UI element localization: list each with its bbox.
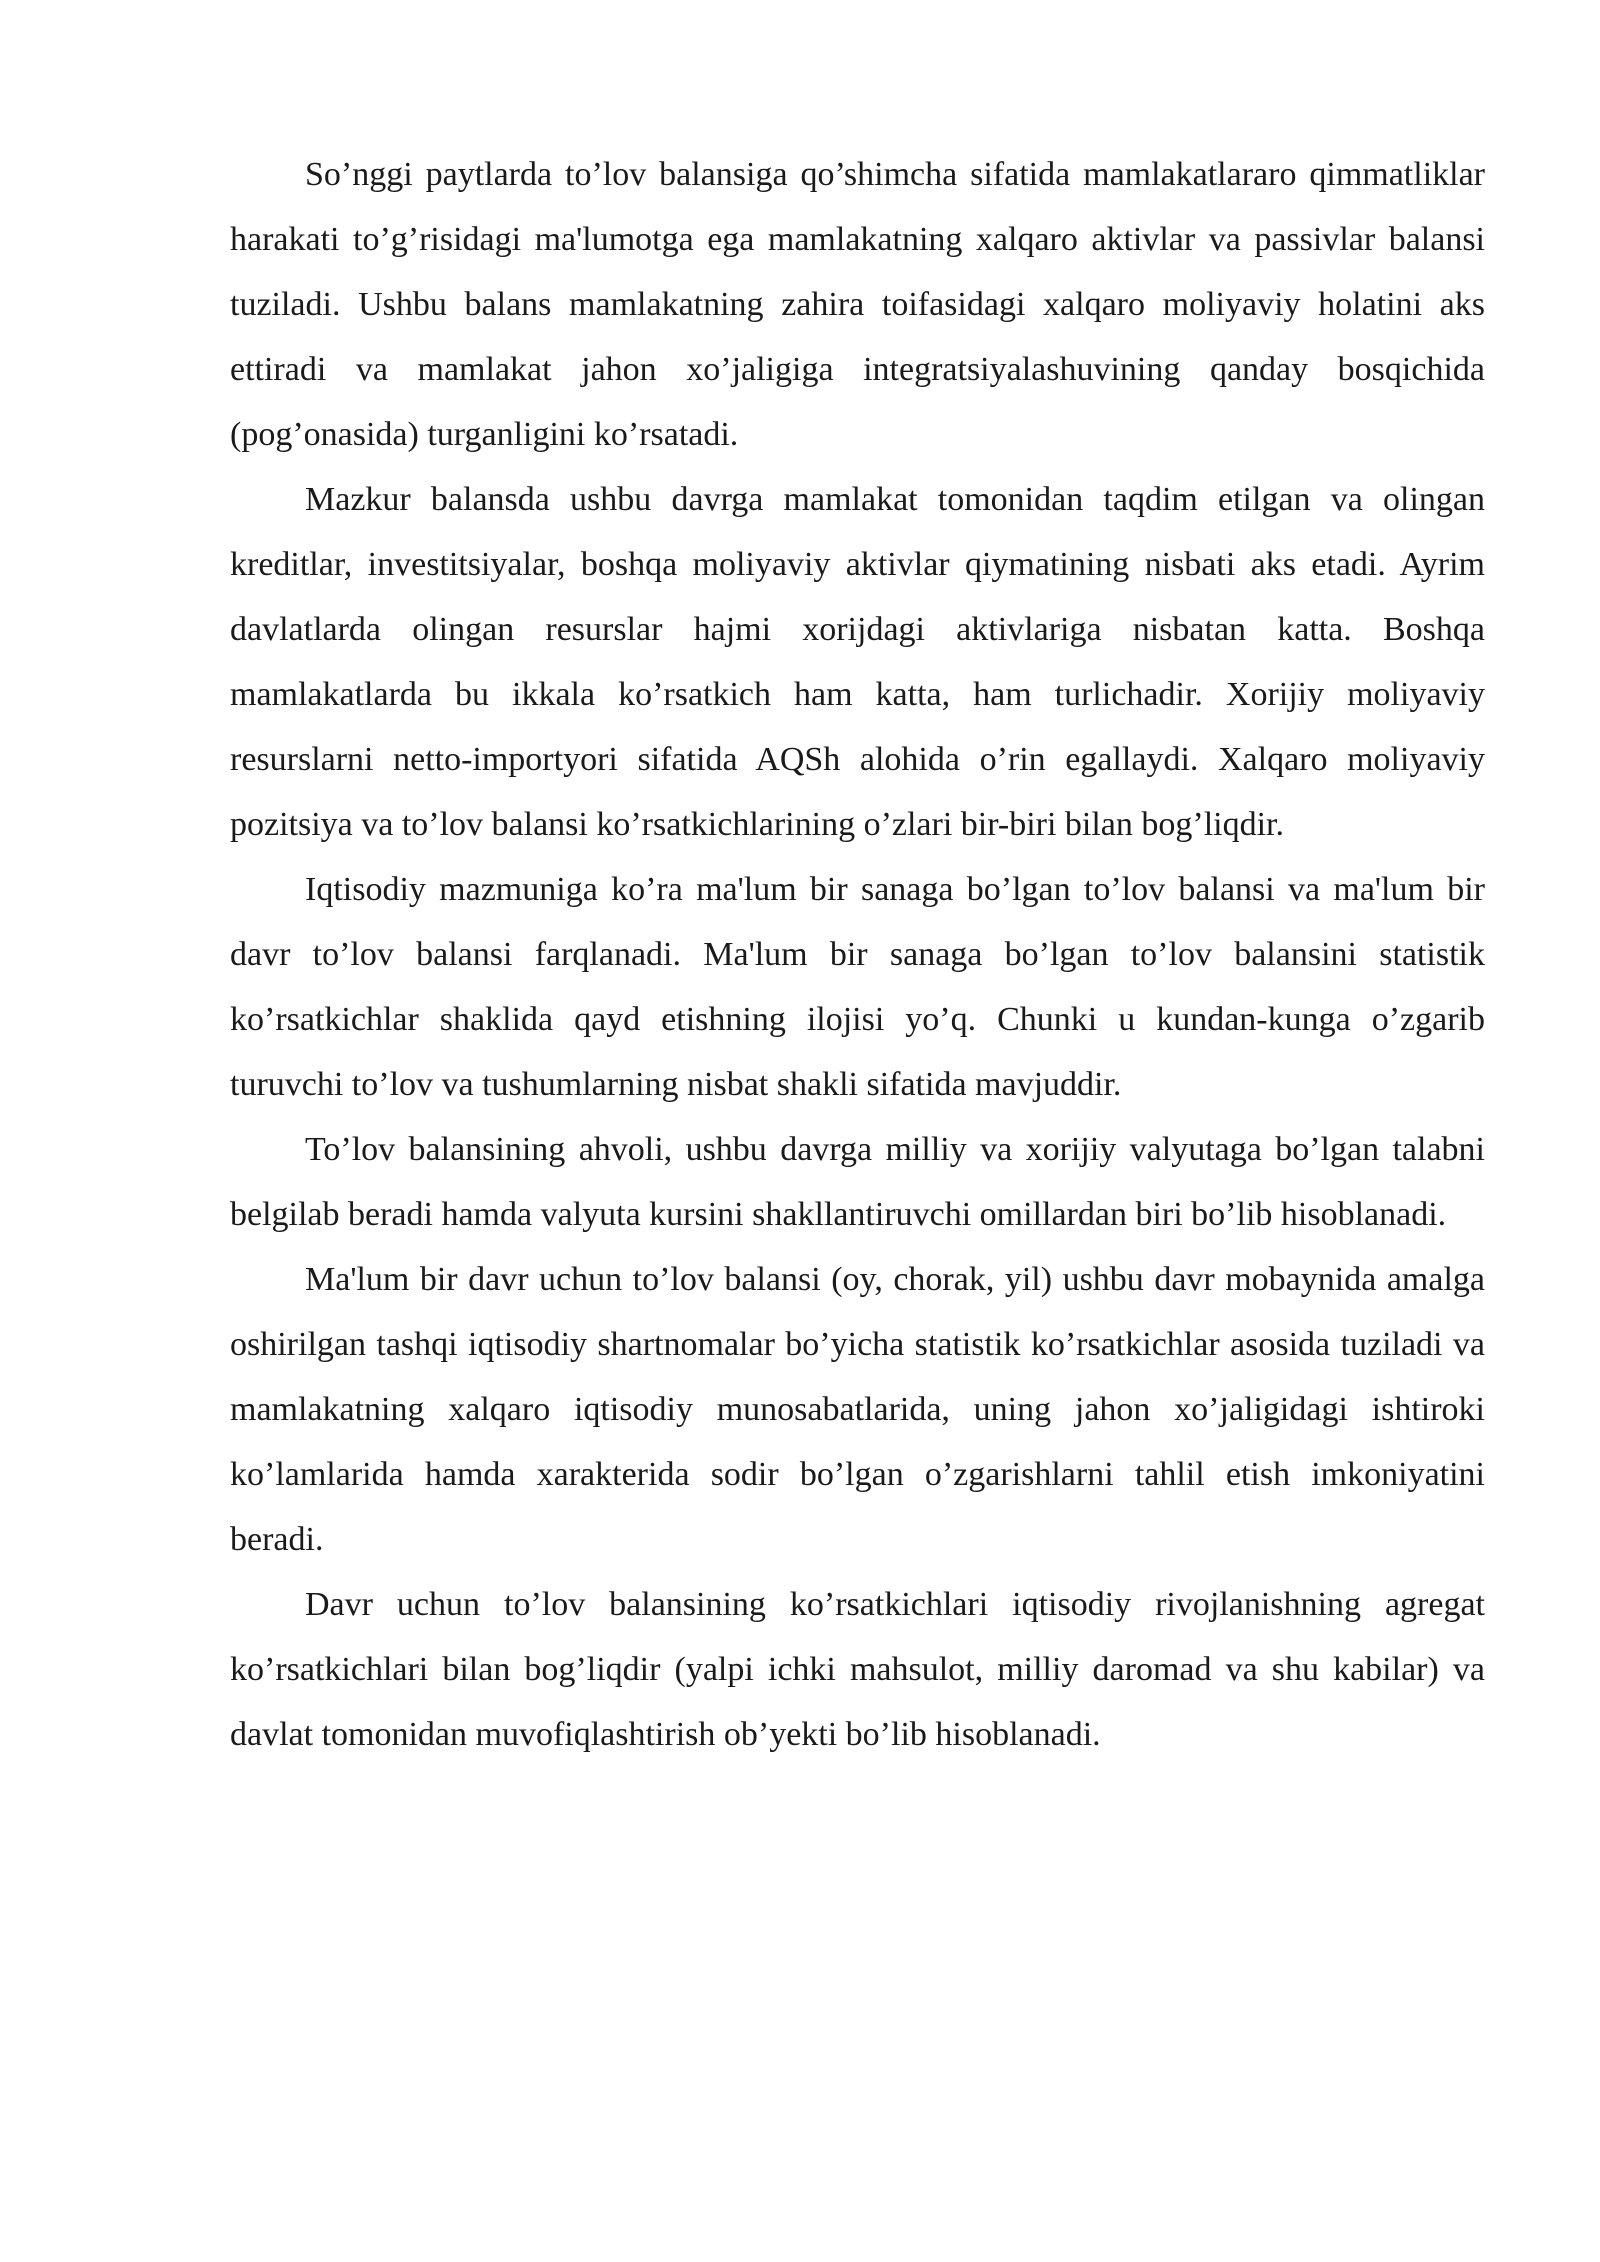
paragraph: So’nggi paytlarda to’lov balansiga qo’shimcha sifatida mamlakatlararo qimmatliklar harakati to’g’risidagi ma'lumotga ega mamlakatning xalqaro aktivlar va passivlar balansi tuziladi. Ushbu balans mamlakatning zahira toifasidagi xalqaro moliyaviy holatini aks ettiradi va mamlakat jahon xo’jaligiga integratsiyalashuvining qanday bosqichida (pog’onasida) turganligini ko’rsatadi. [230, 156, 1485, 453]
paragraph: Davr uchun to’lov balansining ko’rsatkichlari iqtisodiy rivojlanishning agregat ko’rsatkichlari bilan bog’liqdir (yalpi ichki mahsulot, milliy daromad va shu kabilar) va davlat tomonidan muvofiqlashtirish ob’yekti bo’lib hisoblanadi. [230, 1586, 1485, 1753]
paragraph: To’lov balansining ahvoli, ushbu davrga milliy va xorijiy valyutaga bo’lgan talabni belgilab beradi hamda valyuta kursini shakllantiruvchi omillardan biri bo’lib hisoblanadi. [230, 1131, 1485, 1233]
paragraph: Iqtisodiy mazmuniga ko’ra ma'lum bir sanaga bo’lgan to’lov balansi va ma'lum bir davr to’lov balansi farqlanadi. Ma'lum bir sanaga bo’lgan to’lov balansini statistik ko’rsatkichlar shaklida qayd etishning ilojisi yo’q. Chunki u kundan-kunga o’zgarib turuvchi to’lov va tushumlarning nisbat shakli sifatida mavjuddir. [230, 871, 1485, 1103]
document-page [230, 142, 1485, 1767]
paragraph: Mazkur balansda ushbu davrga mamlakat tomonidan taqdim etilgan va olingan kreditlar, investitsiyalar, boshqa moliyaviy aktivlar qiymatining nisbati aks etadi. Ayrim davlatlarda olingan resurslar hajmi xorijdagi aktivlariga nisbatan katta. Boshqa mamlakatlarda bu ikkala ko’rsatkich ham katta, ham turlichadir. Xorijiy moliyaviy resurslarni netto-importyori sifatida AQSh alohida o’rin egallaydi. Xalqaro moliyaviy pozitsiya va to’lov balansi ko’rsatkichlarining o’zlari bir-biri bilan bog’liqdir. [230, 481, 1485, 843]
paragraph: Ma'lum bir davr uchun to’lov balansi (oy, chorak, yil) ushbu davr mobaynida amalga oshirilgan tashqi iqtisodiy shartnomalar bo’yicha statistik ko’rsatkichlar asosida tuziladi va mamlakatning xalqaro iqtisodiy munosabatlarida, uning jahon xo’jaligidagi ishtiroki ko’lamlarida hamda xarakterida sodir bo’lgan o’zgarishlarni tahlil etish imkoniyatini beradi. [230, 1261, 1485, 1558]
